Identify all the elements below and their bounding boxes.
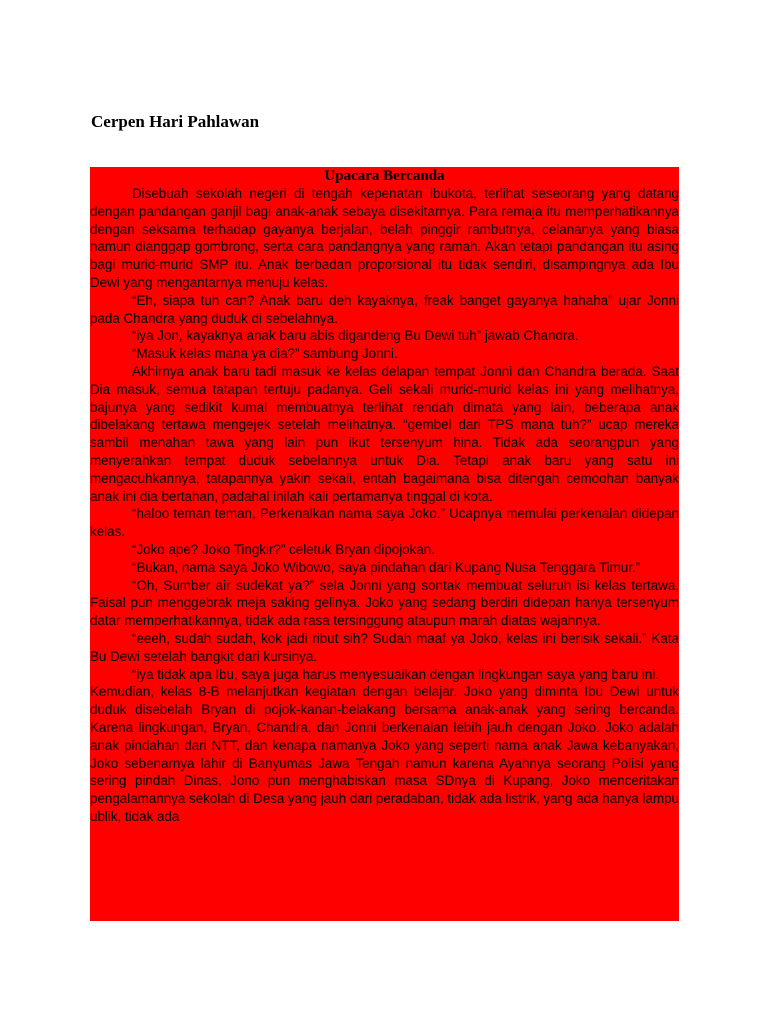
story-body	[90, 185, 679, 826]
story-paragraph: “eeeh, sudah sudah, kok jadi ribut sih? Sudah maaf ya Joko, kelas ini berisik sekali.” Kata Bu Dewi setelah bangkit dari kursinya.	[90, 630, 679, 664]
story-paragraph: “iya tidak apa Ibu, saya juga harus menyesuaikan dengan lingkungan saya yang baru ini.	[132, 666, 660, 682]
story-paragraph: “iya Jon, kayaknya anak baru abis digandeng Bu Dewi tuh” jawab Chandra.	[132, 328, 579, 344]
story-paragraph: Akhirnya anak baru tadi masuk ke kelas delapan tempat Jonni dan Chandra berada. Saat Dia masuk, semua tatapan tertuju padanya. Geli sekali murid-murid kelas ini yang melihatnya, bajunya yang sedikit kumal membuatnya terlihat rendah dimata yang lain, beberapa anak dibelakang tertawa mengejek setelah melihatnya. “gembel dari TPS mana tuh?” ucap mereka sambil menahan tawa yang lain pun ikut tersenyum hina. Tidak ada seorangpun yang menyerahkan tempat duduk sebelahnya untuk Dia. Tetapi anak baru yang satu ini mengacuhkannya, tatapannya yakin sekali, entah bagaimana bisa ditengah cemoohan banyak anak ini dia bertahan, padahal inilah kali pertamanya tinggal di kota.	[90, 363, 679, 504]
story-box	[90, 167, 679, 921]
story-paragraph: “Oh, Sumber air sudekat ya?” sela Jonni yang sontak membuat seluruh isi kelas tertawa, Faisal pun menggebrak meja saking gelinya. Joko yang sedang berdiri didepan hanya tersenyum datar memperhatikannya, tidak ada rasa tersinggung ataupun marah diatas wajahnya.	[90, 577, 679, 629]
document-title: Cerpen Hari Pahlawan	[91, 112, 260, 131]
story-paragraph: Disebuah sekolah negeri di tengah kepenatan ibukota, terlihat seseorang yang datang dengan pandangan ganjil bagi anak-anak sebaya disekitarnya. Para remaja itu memperhatikannya dengan seksama terhadap gayanya berjalan, belah pinggir rambutnya, celananya yang biasa namun dianggap gombrong, serta cara pandangnya yang ramah. Akan tetapi pandangan itu asing bagi murid-murid SMP itu. Anak berbadan proporsional itu tidak sendiri, disampingnya ada Ibu Dewi yang mengantarnya menuju kelas.	[90, 186, 679, 290]
story-paragraph: “Masuk kelas mana ya dia?” sambung Jonni.	[132, 346, 398, 362]
story-paragraph: “haloo teman teman, Perkenalkan nama saya Joko.” Ucapnya memulai perkenalan didepan kelas.	[90, 506, 679, 540]
story-paragraph: “Joko ape? Joko Tingkir?” celetuk Bryan dipojokan.	[132, 541, 435, 557]
story-title: Upacara Bercanda	[324, 168, 445, 184]
story-paragraph: “Eh, siapa tuh can? Anak baru deh kayaknya, freak banget gayanya hahaha” ujar Jonni pada Chandra yang duduk di sebelahnya.	[90, 292, 679, 326]
story-paragraph: “Bukan, nama saya Joko Wibowo, saya pindahan dari Kupang Nusa Tenggara Timur.”	[132, 559, 641, 575]
story-paragraph: Kemudian, kelas 8-B melanjutkan kegiatan dengan belajar. Joko yang diminta Ibu Dewi untuk duduk disebelah Bryan di pojok-kanan-belakang bersama anak-anak yang sering bercanda. Karena lingkungan, Bryan, Chandra, dan Jonni berkenalan lebih jauh dengan Joko. Joko adalah anak pindahan dari NTT, dan kenapa namanya Joko yang seperti nama anak Jawa kebanyakan, Joko sebenarnya lahir di Banyumas Jawa Tengah namun karena Ayahnya seorang Polisi yang sering pindah Dinas, Jono pun menghabiskan masa SDnya di Kupang, Joko menceritakan pengalamannya sekolah di Desa yang jauh dari peradaban, tidak ada listrik, yang ada hanya lampu ublik, tidak ada	[90, 684, 679, 824]
